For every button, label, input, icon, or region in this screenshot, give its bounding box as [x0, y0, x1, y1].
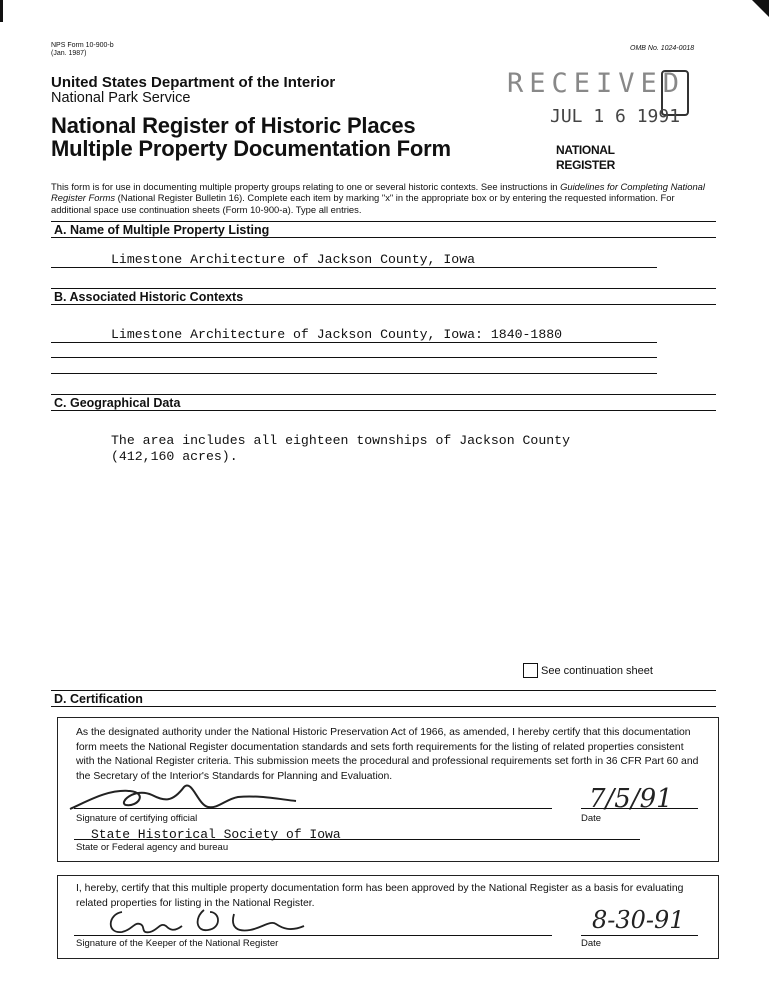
section-a-heading: A. Name of Multiple Property Listing — [54, 223, 270, 237]
form-date: (Jan. 1987) — [51, 50, 87, 57]
continuation-checkbox[interactable] — [523, 663, 538, 678]
keeper-signature-scribble — [104, 904, 314, 938]
keeper-date-line — [581, 935, 698, 936]
received-stamp-date: JUL 1 6 1991 — [550, 106, 681, 127]
certification-date-line — [581, 808, 698, 809]
section-d-heading-underline — [51, 706, 716, 707]
agency-label: State or Federal agency and bureau — [76, 842, 229, 853]
omb-number: OMB No. 1024-0018 — [630, 45, 695, 52]
scan-corner-mark-left — [0, 0, 3, 22]
section-b-top-rule — [51, 288, 716, 289]
keeper-signature-label: Signature of the Keeper of the National Register — [76, 938, 279, 949]
instructions-part2: (National Register Bulletin 16). Complete each item by marking "x" in the appropriate box or by entering the requested information. For additional space use continuation sheets (Form 10-900-a). Type all entries. — [51, 192, 675, 215]
service-name: National Park Service — [51, 90, 191, 106]
section-b-heading: B. Associated Historic Contexts — [54, 290, 244, 304]
keeper-date-label: Date — [581, 938, 602, 949]
section-b-line-3 — [51, 373, 657, 374]
section-c-heading-underline — [51, 410, 716, 411]
section-b-line-1 — [51, 342, 657, 343]
section-b-value: Limestone Architecture of Jackson County, Iowa: 1840-1880 — [111, 327, 563, 342]
stamp-national: NATIONAL — [556, 143, 615, 157]
section-c-heading: C. Geographical Data — [54, 396, 181, 410]
keeper-date-value: 8-30-91 — [592, 906, 685, 934]
certification-date-value: 7/5/91 — [589, 784, 673, 814]
keeper-signature — [104, 904, 314, 938]
section-b-heading-underline — [51, 304, 716, 305]
section-d-top-rule — [51, 690, 716, 691]
instructions-part1: This form is for use in documenting multiple property groups relating to one or several historic contexts. See instructions in — [51, 181, 561, 192]
instructions — [51, 181, 717, 215]
section-a-value: Limestone Architecture of Jackson County, Iowa — [111, 252, 476, 267]
continuation-label: See continuation sheet — [541, 665, 653, 677]
certification-date-label: Date — [581, 813, 602, 824]
department-name: United States Department of the Interior — [51, 74, 336, 91]
instructions-guidelines: Guidelines for Completing National Register Forms — [51, 181, 705, 204]
certifying-signature-line — [74, 808, 552, 809]
agency-value: State Historical Society of Iowa — [91, 827, 341, 842]
agency-line — [74, 839, 640, 840]
stamp-register: REGISTER — [556, 158, 615, 172]
certifying-signature-label: Signature of certifying official — [76, 813, 198, 824]
scan-corner-mark-right — [752, 0, 769, 17]
section-b-line-2 — [51, 357, 657, 358]
form-title-line1: National Register of Historic Places — [51, 113, 416, 138]
section-c-top-rule — [51, 394, 716, 395]
section-a-heading-underline — [51, 237, 716, 238]
section-c-line-2: (412,160 acres). — [111, 449, 238, 464]
received-stamp — [505, 66, 690, 128]
form-number: NPS Form 10-900-b — [51, 42, 114, 49]
section-d-heading: D. Certification — [54, 692, 143, 706]
keeper-statement: I, hereby, certify that this multiple property documentation form has been approved by the National Register as a basis for evaluating related properties for listing in the National Register. — [76, 883, 684, 909]
received-stamp-text: RECEIVED — [507, 68, 686, 99]
section-c-line-1: The area includes all eighteen townships of Jackson County — [111, 433, 570, 448]
keeper-signature-line — [74, 935, 552, 936]
certification-statement: As the designated authority under the National Historic Preservation Act of 1966, as amended, I hereby certify that this documentation form meets the National Register documentation standards and sets forth requirements for the listing of related properties consistent with the National Register criteria. This submission meets the procedural and professional requirements set forth in 36 CFR Part 60 and the Secretary of the Interior's Standards for Planning and Evaluation. — [76, 727, 699, 782]
section-a-top-rule — [51, 221, 716, 222]
section-a-value-line — [51, 267, 657, 268]
form-title-line2: Multiple Property Documentation Form — [51, 136, 451, 161]
